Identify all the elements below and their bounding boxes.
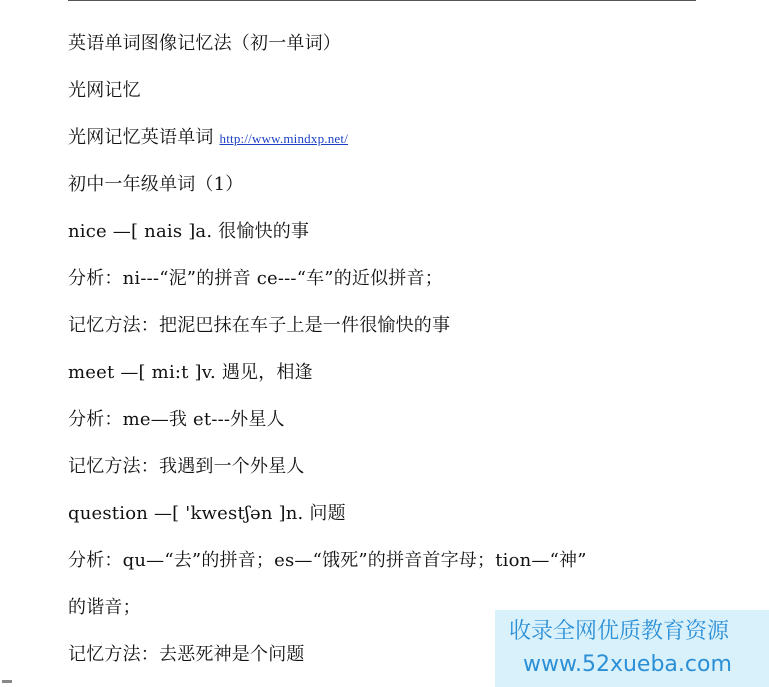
- word-entry-meet: meet —[ mi:t ]v. 遇见，相逢: [68, 362, 313, 383]
- watermark-banner: [495, 610, 769, 687]
- watermark-url: www.52xueba.com: [523, 652, 732, 677]
- document-body: [68, 26, 708, 684]
- analysis-meet: 分析：me—我 et---外星人: [68, 409, 285, 430]
- word-entry-nice: nice —[ nais ]a. 很愉快的事: [68, 221, 310, 242]
- memory-method-meet: 记忆方法：我遇到一个外星人: [68, 456, 305, 477]
- analysis-question-cont: 的谐音；: [68, 597, 141, 618]
- memory-method-question: 记忆方法：去恶死神是个问题: [68, 644, 305, 665]
- analysis-question: 分析：qu—“去”的拼音；es—“饿死”的拼音首字母；tion—“神”: [68, 550, 587, 571]
- doc-line-brand: 光网记忆: [68, 80, 141, 101]
- word-entry-question: question —[ 'kwestʃən ]n. 问题: [68, 503, 346, 524]
- analysis-nice: 分析：ni---“泥”的拼音 ce---“车”的近似拼音；: [68, 268, 443, 289]
- section-heading: 初中一年级单词（1）: [68, 174, 244, 195]
- doc-title: 英语单词图像记忆法（初一单词）: [68, 33, 341, 54]
- corner-mark: [2, 680, 12, 683]
- watermark-slogan: 收录全网优质教育资源: [509, 619, 730, 644]
- memory-method-nice: 记忆方法：把泥巴抹在车子上是一件很愉快的事: [68, 315, 451, 336]
- top-divider: [68, 0, 696, 1]
- doc-line-brand-link: [68, 120, 708, 167]
- brand-text: 光网记忆英语单词: [68, 127, 214, 148]
- website-link[interactable]: http://www.mindxp.net/: [219, 131, 349, 146]
